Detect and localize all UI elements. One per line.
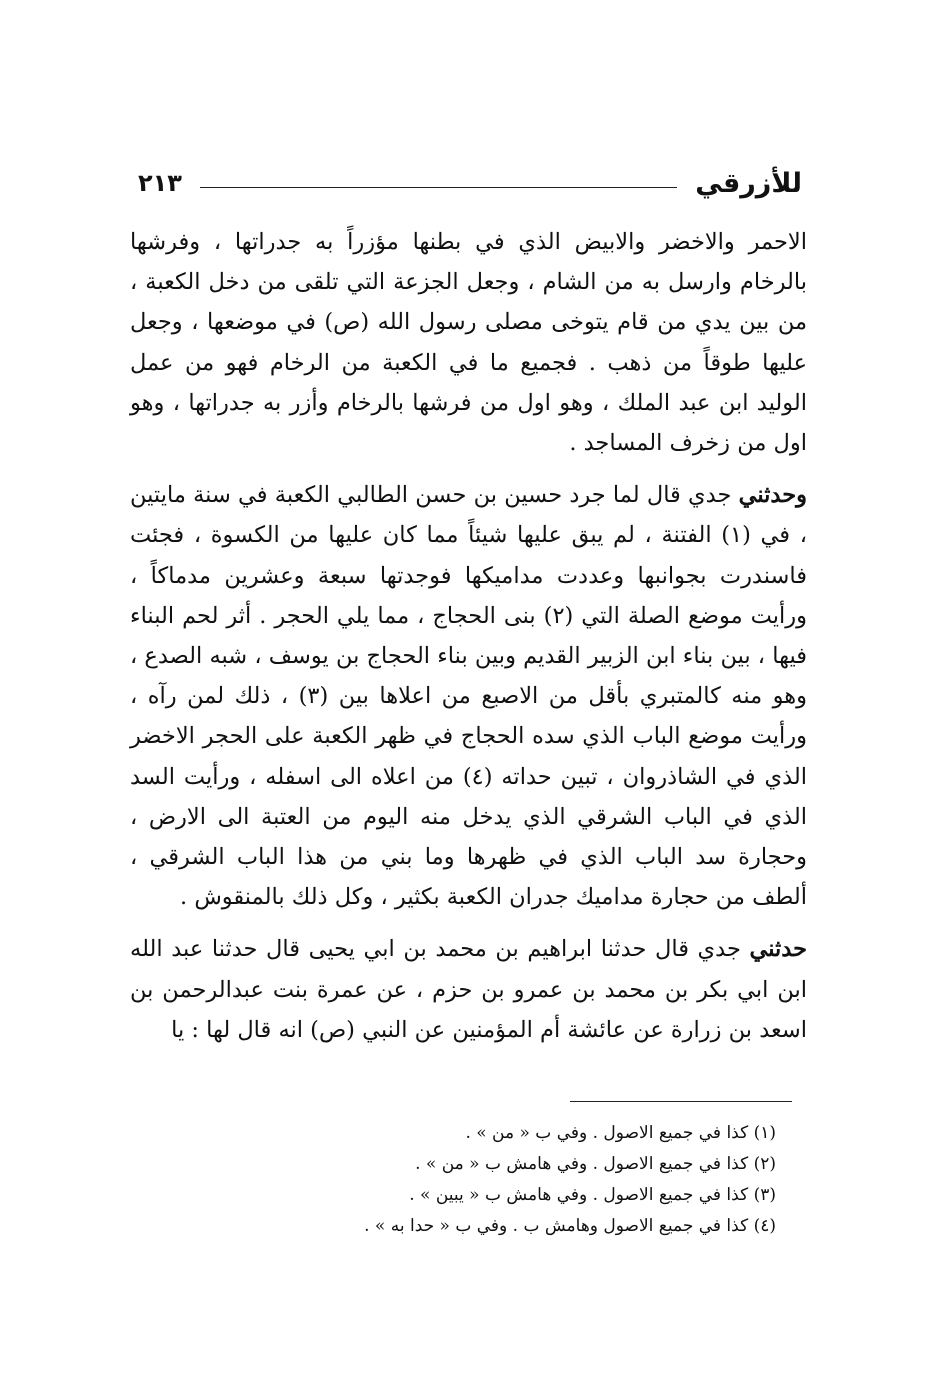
paragraph-lead: حدثني [749, 936, 807, 963]
footnote-1: (١) كذا في جميع الاصول . وفي ب « من » . [465, 1123, 776, 1143]
paragraph-text: جدي قال حدثنا ابراهيم بن محمد بن ابي يحيى قال حدثنا عبد الله ابن ابي بكر بن محمد بن عمرو بن حزم ، عن عمرة بنت عبدالرحمن بن اسعد بن زرارة عن عائشة أم المؤمنين عن النبي (ص) انه قال لها : يا [130, 936, 807, 1043]
paragraph-lead: وحدثني [738, 482, 807, 509]
running-title: للأزرقي [695, 167, 802, 199]
page-number: ٢١٣ [138, 169, 182, 197]
body-text [130, 222, 807, 1062]
paragraph-text: الاحمر والاخضر والابيض الذي في بطنها مؤزراً به جدراتها ، وفرشها بالرخام وارسل به من الشام ، وجعل الجزعة التي تلقى من دخل الكعبة ، من بين يدي من قام يتوخى مصلى رسول الله (ص) في موضعها ، وجعل عليها طوقاً من ذهب . فجميع ما في الكعبة من الرخام فهو من عمل الوليد ابن عبد الملك ، وهو اول من فرشها بالرخام وأزر به جدراتها ، وهو اول من زخرف المساجد . [130, 229, 807, 457]
footnote-rule [570, 1101, 792, 1102]
header-rule [200, 187, 677, 188]
running-head [138, 163, 802, 203]
paragraph-text: جدي قال لما جرد حسين بن حسن الطالبي الكعبة في سنة مايتين ، في (١) الفتنة ، لم يبق عليها شيئاً مما كان عليها من الكسوة ، فجئت فاسندرت بجوانبها وعددت مداميكها فوجدتها سبعة وعشرين مدماكاً ، ورأيت موضع الصلة التي (٢) بنى الحجاج ، مما يلي الحجر . أثر لحم البناء فيها ، بين بناء ابن الزبير القديم وبين بناء الحجاج بن يوسف ، شبه الصدع ، وهو منه كالمتبري بأقل من الاصبع من اعلاها بين (٣) ، ذلك لمن رآه ، ورأيت موضع الباب الذي سده الحجاج في ظهر الكعبة على الحجر الاخضر الذي في الشاذروان ، تبين حداته (٤) من اعلاه الى اسفله ، ورأيت السد الذي في الباب الشرقي الذي يدخل منه اليوم من العتبة الى الارض ، وحجارة سد الباب الذي في ظهرها وما بني من هذا الباب الشرقي ، ألطف من حجارة مداميك جدران الكعبة بكثير ، وكل ذلك بالمنقوش . [130, 482, 808, 911]
paragraph-1 [130, 222, 807, 463]
footnote-4: (٤) كذا في جميع الاصول وهامش ب . وفي ب « حدا به » . [364, 1216, 776, 1236]
paragraph-3 [130, 929, 807, 1050]
paragraph-2 [130, 475, 807, 917]
footnote-3: (٣) كذا في جميع الاصول . وفي هامش ب « يبين » . [409, 1185, 776, 1205]
footnote-2: (٢) كذا في جميع الاصول . وفي هامش ب « من » . [415, 1154, 776, 1174]
footnotes [300, 1118, 776, 1242]
